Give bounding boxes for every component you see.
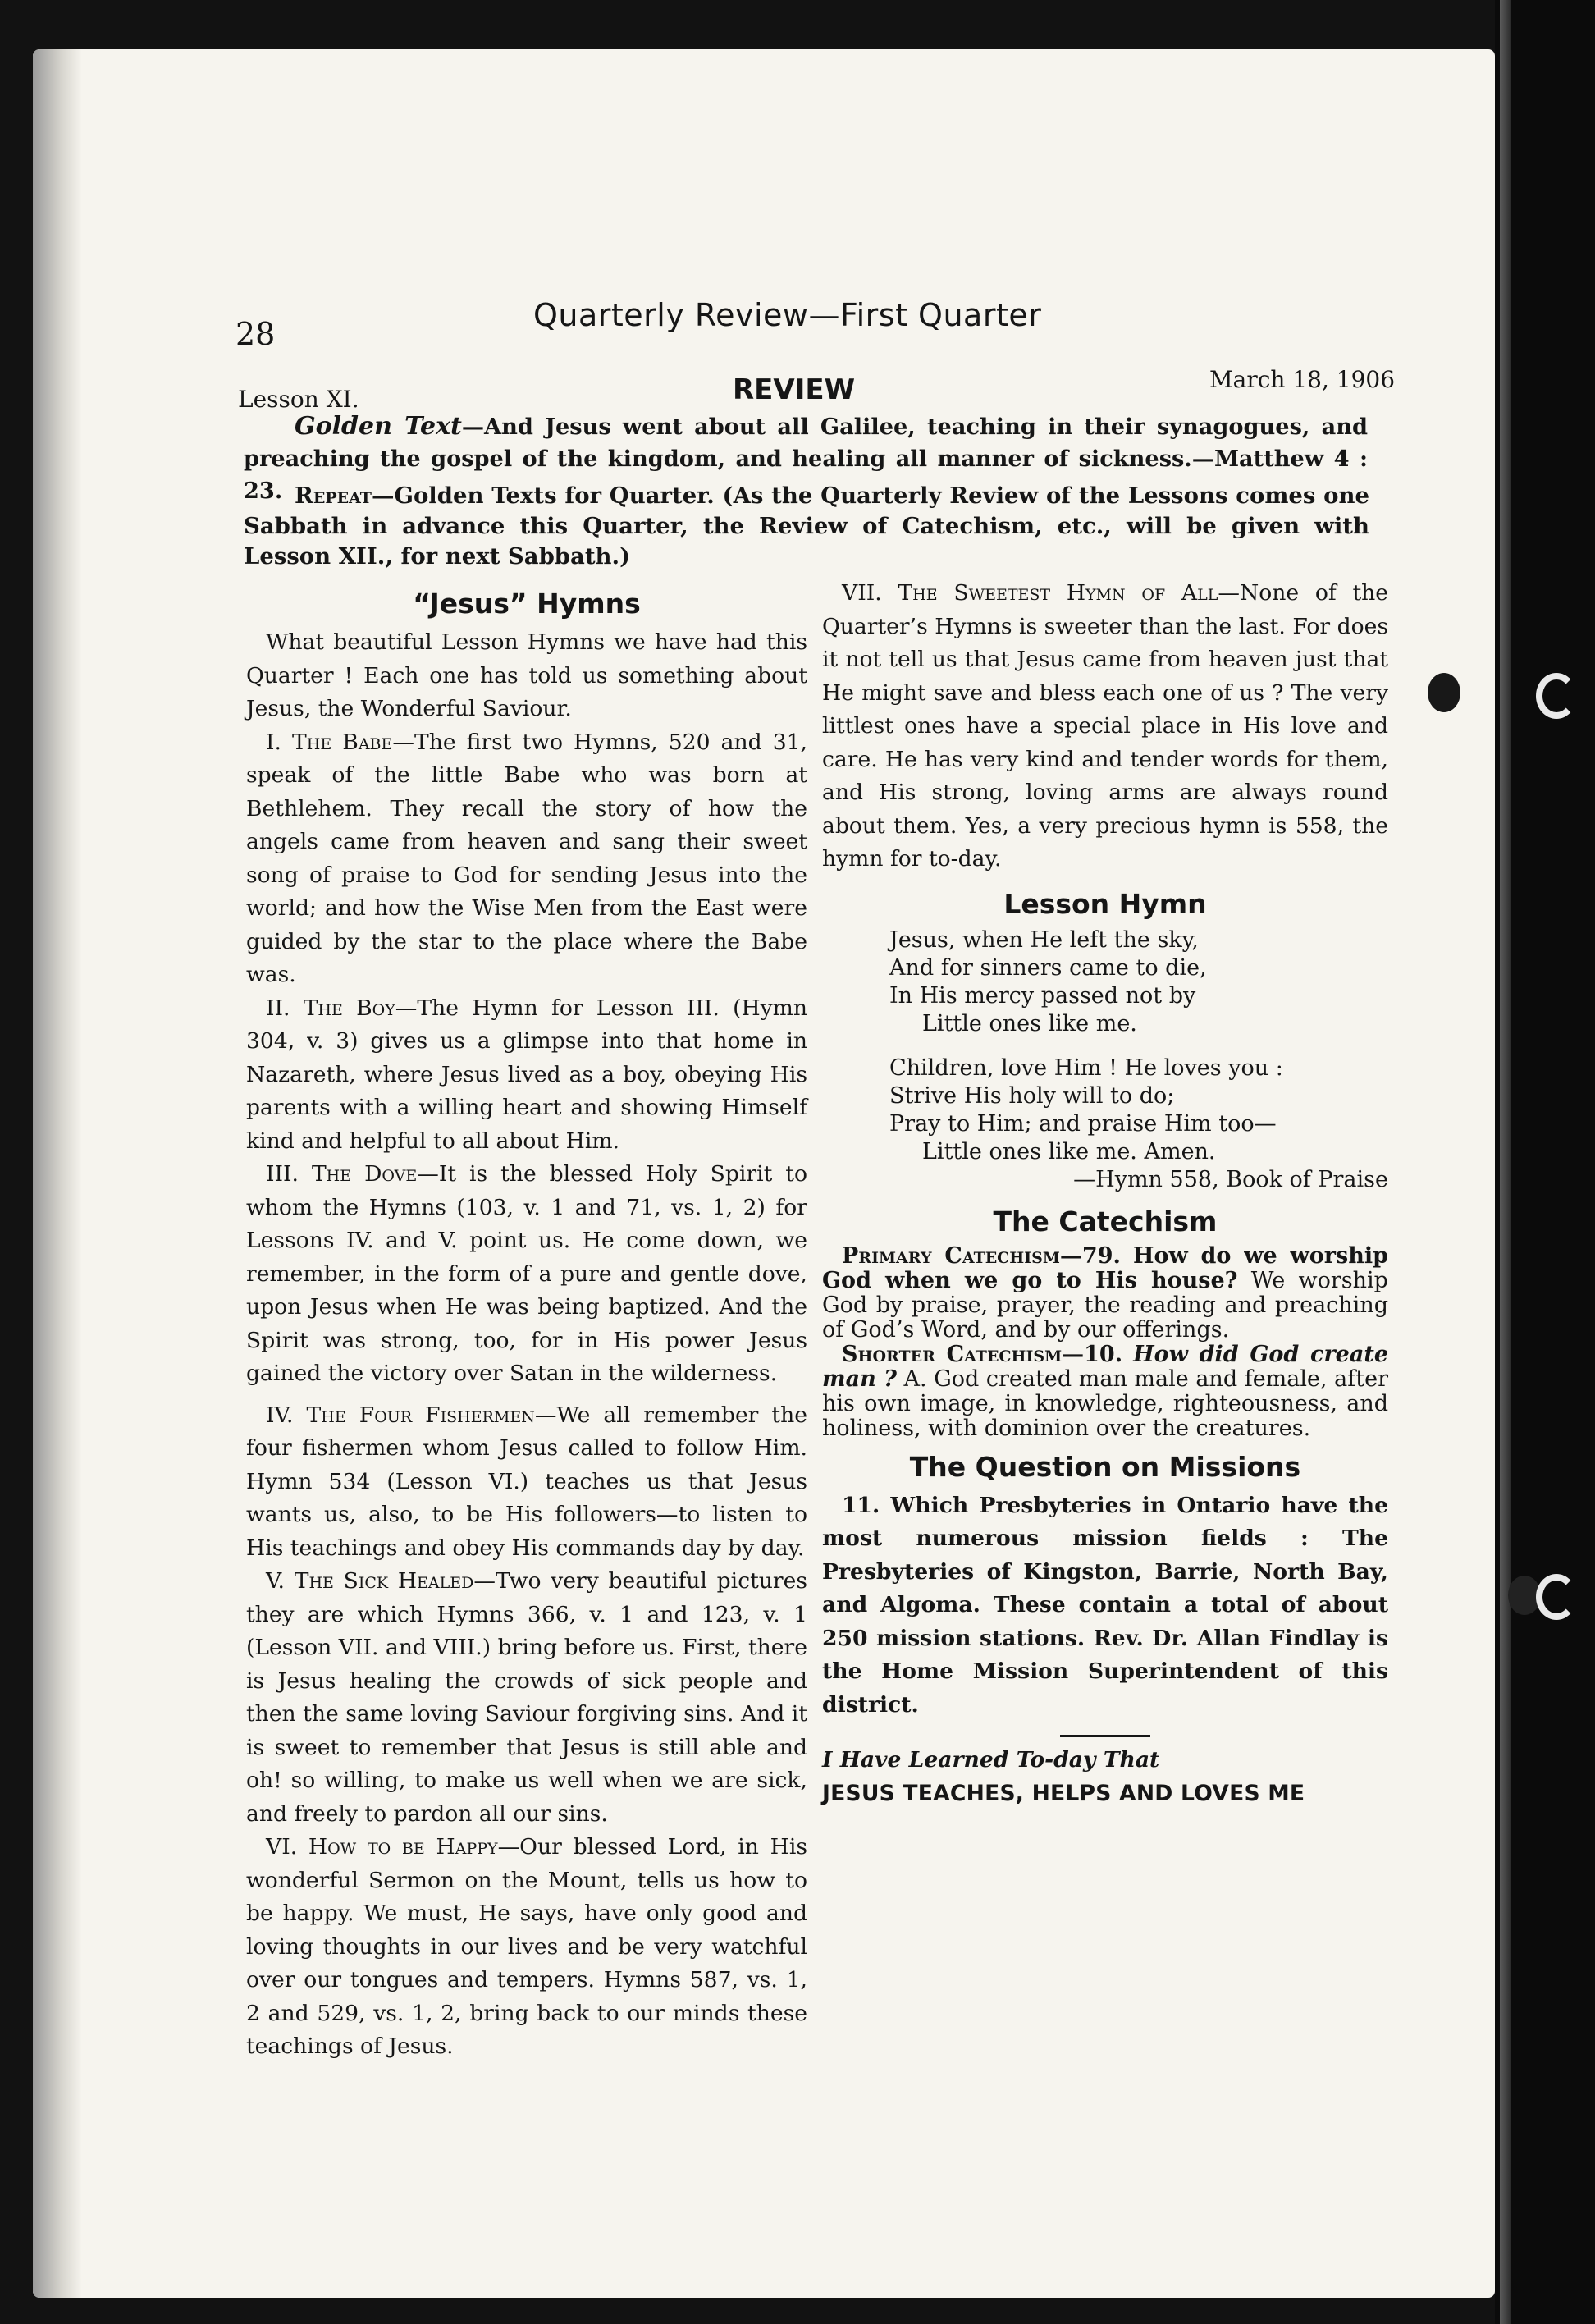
right-column [822, 577, 1388, 1810]
hymn-item-happy: VI. How to be Happy—Our blessed Lord, in His wonderful Sermon on the Mount, tells us how to be happy. We must, He says, have only good and loving thoughts in our lives and be very watchful over our tongues and tempers. Hymns 587, vs. 1, 2 and 529, vs. 1, 2, bring back to our minds these teachings of Jesus. [246, 1834, 807, 2059]
page-edge-shadow [33, 49, 82, 2298]
lesson-title: REVIEW [733, 373, 856, 406]
hymn-verse-1: Jesus, when He left the sky, And for sinners came to die, In His mercy passed not by Little ones like me. [889, 926, 1207, 1036]
missions-text: 11. Which Presbyteries in Ontario have the most numerous mission fields : The Presbyteries of Kingston, Barrie, North Bay, and Algoma. These contain a total of about 250 mission stations. Rev. Dr. Allan Findlay is the Home Mission Superintendent of this district. [822, 1492, 1388, 1718]
closing-motto: JESUS TEACHES, HELPS AND LOVES ME [822, 1780, 1305, 1806]
hymns-heading: “Jesus” Hymns [413, 588, 641, 620]
catechism-block [822, 1244, 1388, 1441]
repeat-body: —Golden Texts for Quarter. (As the Quarterly Review of the Lessons comes one Sabbath in advance this Quarter, the Review of Catechism, etc., will be given with Lesson XII., for next Sabbath.) [244, 483, 1369, 570]
hymn-item-boy: II. The Boy—The Hymn for Lesson III. (Hymn 304, v. 3) gives us a glimpse into that home in Nazareth, where Jesus lived as a boy, obeying His parents with a willing heart and showing Himself kind and helpful to all about Him. [246, 995, 808, 1154]
lesson-date: March 18, 1906 [1209, 366, 1396, 393]
punch-hole-icon [1428, 673, 1460, 712]
binding-ring-icon [1536, 673, 1577, 719]
catechism-heading: The Catechism [993, 1205, 1218, 1237]
golden-text-label: Golden Text [295, 412, 462, 441]
left-column [246, 583, 807, 2064]
repeat-note [244, 481, 1369, 572]
hymn-item-fishermen: IV. The Four Fishermen—We all remember the four fishermen whom Jesus called to follow Him. Hymn 534 (Lesson VI.) teaches us that Jesus wants us, also, to be His followers—to listen to His teachings and obey His commands day by day. [246, 1402, 807, 1561]
binding-ring-icon [1536, 1574, 1577, 1620]
running-title: Quarterly Review—First Quarter [533, 297, 1042, 333]
lesson-number: Lesson XI. [238, 386, 359, 413]
shorter-catechism: Shorter Catechism—10. How did God create man ? A. God created man male and female, after his own image, in knowledge, righteousness, and holiness, with dominion over the creatures. [822, 1341, 1388, 1441]
primary-catechism: Primary Catechism—79. How do we worship God when we go to His house? We worship God by praise, prayer, the reading and preaching of God’s Word, and by our offerings. [822, 1242, 1389, 1343]
hymn-item-sweetest: VII. The Sweetest Hymn of All—None of the Quarter’s Hymns is sweeter than the last. For does it not tell us that Jesus came from heaven just that He might save and bless each one of us ? The very littlest ones have a special place in His love and care. He has very kind and tender words for them, and His strong, loving arms are always round about them. Yes, a very precious hymn is 558, the hymn for to-day. [822, 580, 1388, 872]
divider-rule [1060, 1735, 1150, 1737]
hymn-verse-2: Children, love Him ! He loves you : Strive His holy will to do; Pray to Him; and praise Him too— Little ones like me. Amen. —Hymn 558, Book of Praise [889, 1054, 1388, 1192]
golden-text-body: —And Jesus went about all Galilee, teaching in their synagogues, and preaching the gospel of the kingdom, and healing all manner of sickness.—Matthew 4 : 23. [244, 414, 1368, 504]
hymn-source: —Hymn 558, Book of Praise [1073, 1166, 1388, 1192]
closing-heading: I Have Learned To-day That [822, 1747, 1160, 1773]
repeat-label: Repeat [295, 483, 372, 509]
hymn-item-sick-healed: V. The Sick Healed—Two very beautiful pictures they are which Hymns 366, v. 1 and 123, v. 1 (Lesson VII. and VIII.) bring before us. First, there is Jesus healing the crowds of sick people and then the same loving Saviour forgiving sins. And it is sweet to remember that Jesus is still able and oh! so willing, to make us well when we are sick, and freely to pardon all our sins. [246, 1568, 807, 1827]
missions-heading: The Question on Missions [909, 1450, 1301, 1483]
hymn-item-babe: I. The Babe—The first two Hymns, 520 and 31, speak of the little Babe who was born at Bethlehem. They recall the story of how the angels came from heaven and sang their sweet song of praise to God for sending Jesus into the world; and how the Wise Men from the East were guided by the star to the place where the Babe was. [246, 729, 807, 987]
binding-edge [1500, 0, 1511, 2324]
page-number: 28 [235, 316, 276, 352]
lesson-hymn-heading: Lesson Hymn [1003, 887, 1207, 920]
hymn-item-dove: III. The Dove—It is the blessed Holy Spirit to whom the Hymns (103, v. 1 and 71, vs. 1, 2) for Lessons IV. and V. point us. He come down, we remember, in the form of a pure and gentle dove, upon Jesus when He was being baptized. And the Spirit was strong, too, for in His power Jesus gained the victory over Satan in the wilderness. [246, 1161, 807, 1386]
hymns-intro: What beautiful Lesson Hymns we have had this Quarter ! Each one has told us something about Jesus, the Wonderful Saviour. [246, 629, 807, 721]
